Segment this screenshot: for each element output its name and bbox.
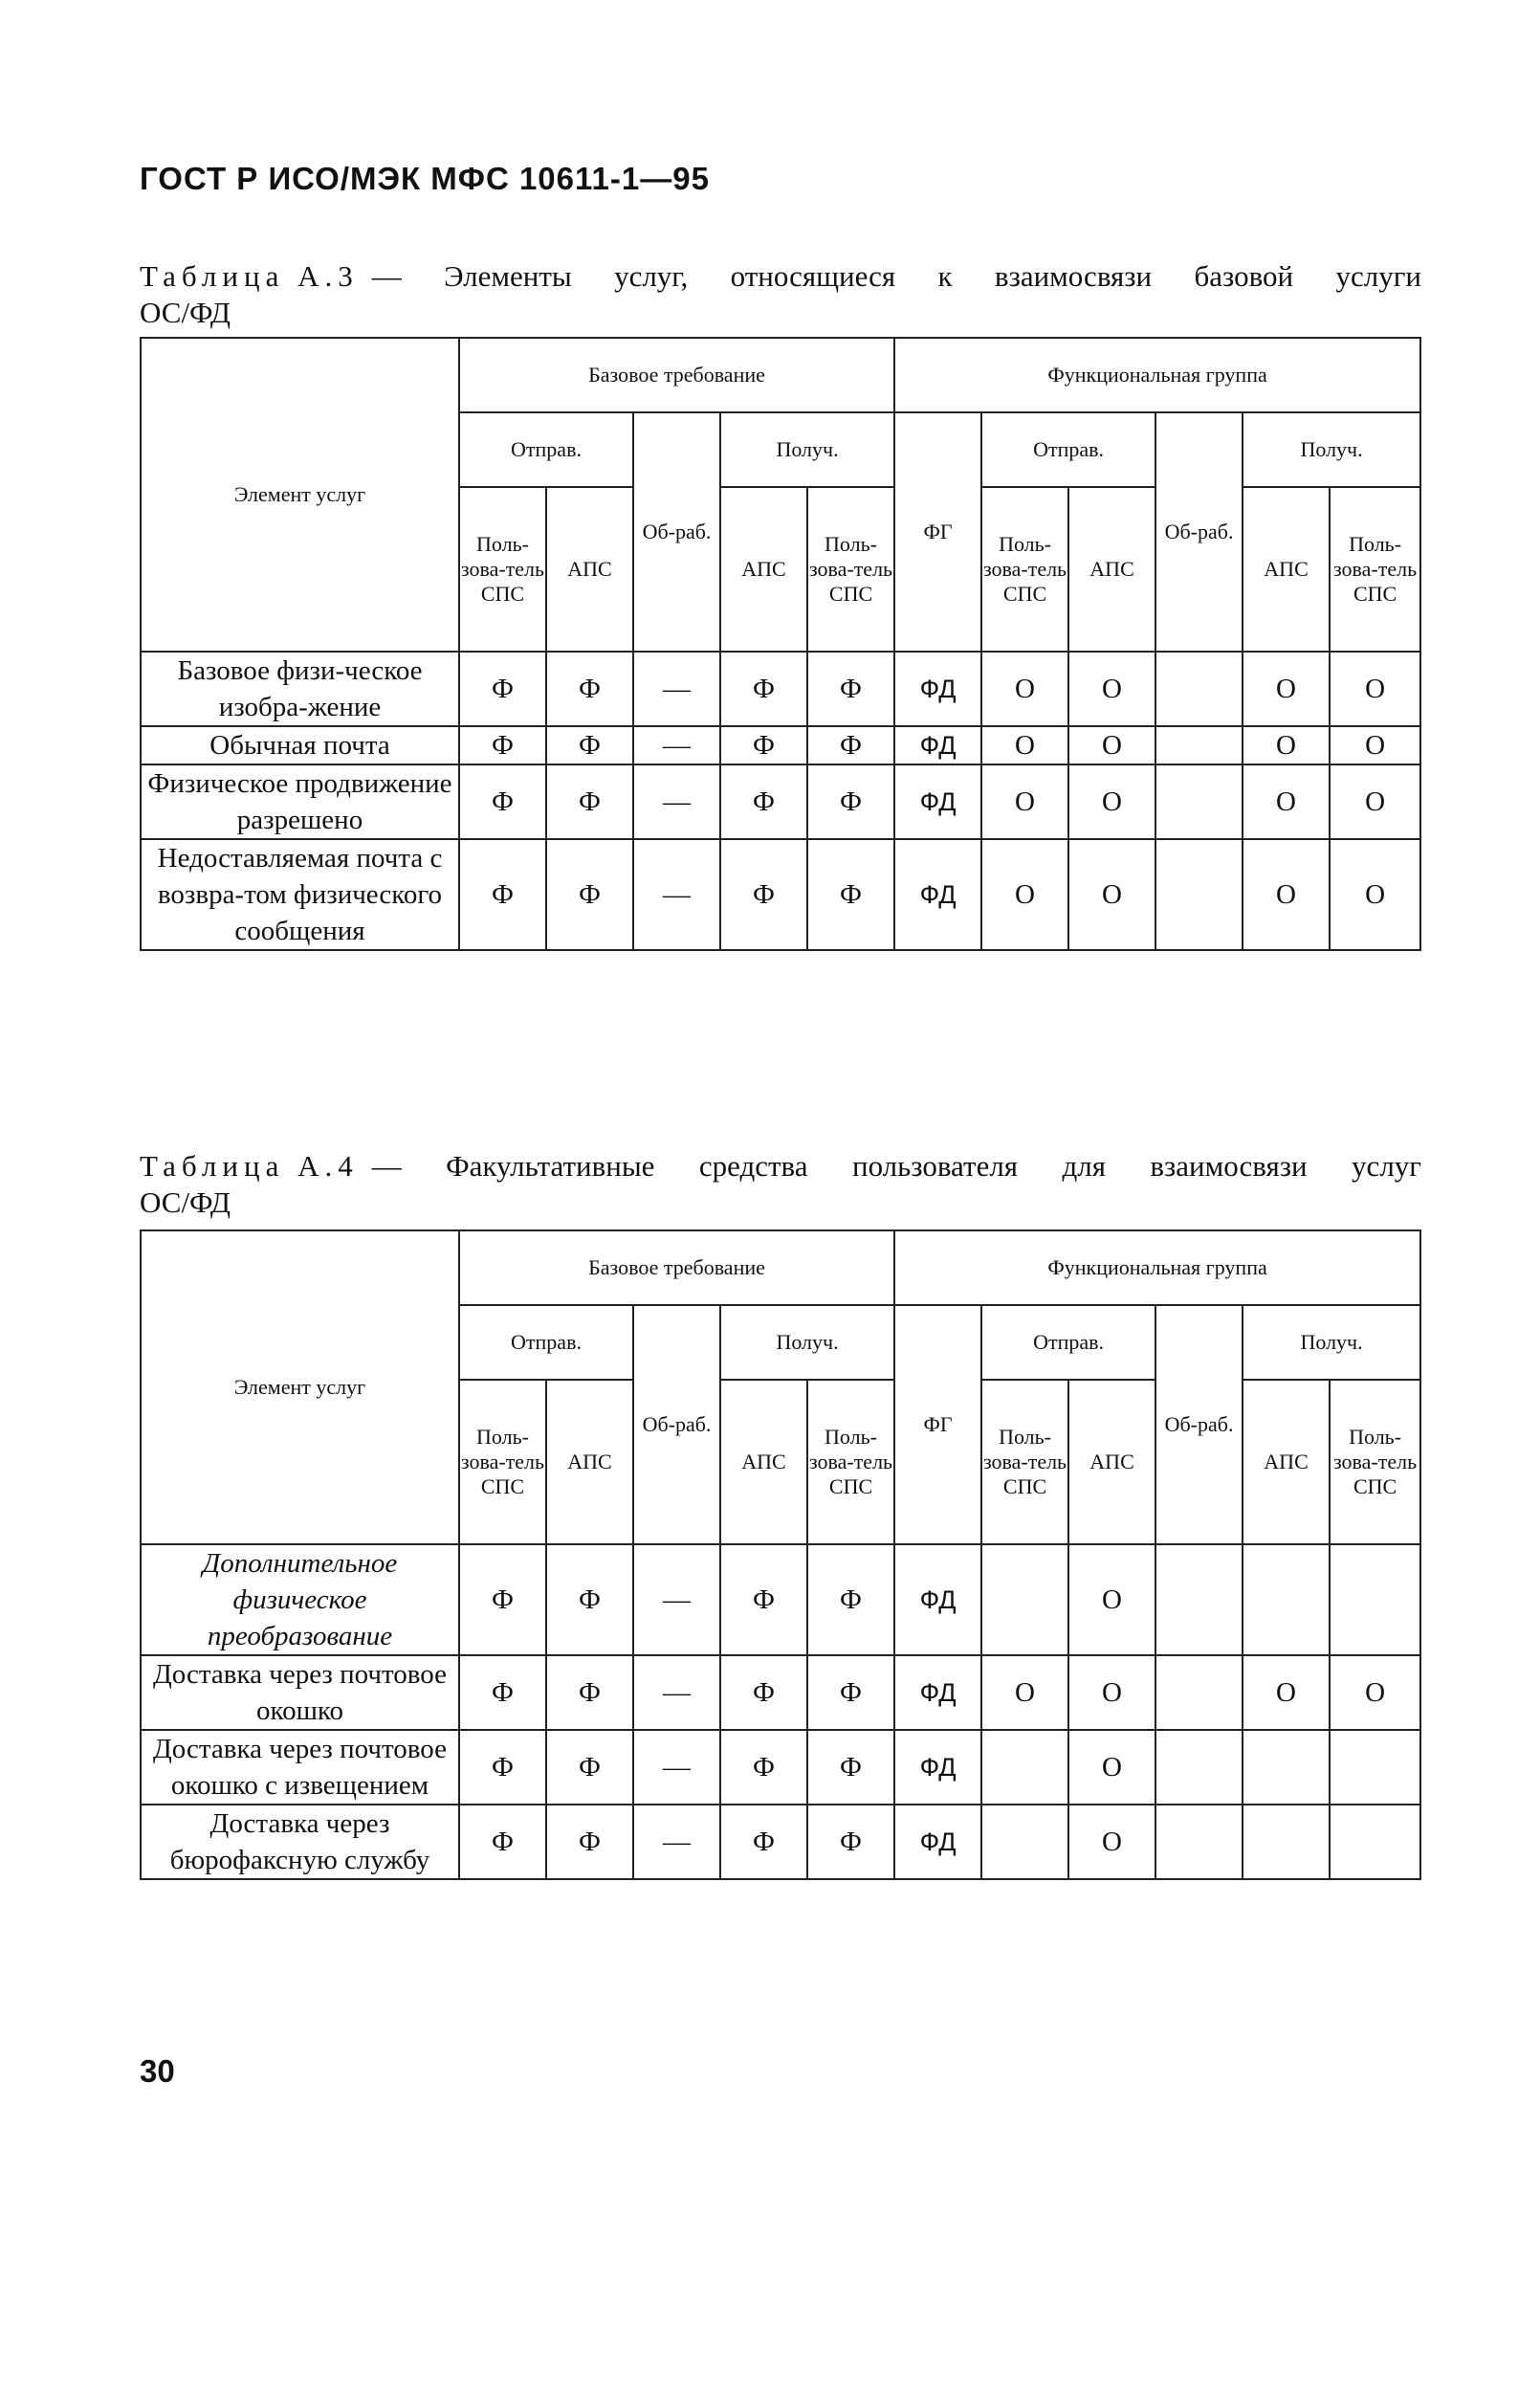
table4-caption: [140, 1148, 1421, 1221]
table-cell: О: [1330, 1655, 1420, 1730]
table-cell: О: [1330, 839, 1420, 950]
column-header-aps: АПС: [720, 487, 807, 652]
table-cell: [1155, 652, 1243, 726]
column-header-user-sps: Поль-зова-тель СПС: [807, 487, 894, 652]
column-group-basic: Базовое требование: [459, 338, 894, 412]
table-cell: О: [1243, 764, 1330, 839]
table4-caption-text: — Факультативные средства пользователя для взаимосвязи услуг: [371, 1149, 1421, 1183]
table-cell: Ф: [459, 726, 546, 764]
table-cell: Ф: [720, 839, 807, 950]
column-group-functional: Функциональная группа: [894, 338, 1420, 412]
table-row: [141, 726, 1420, 764]
table-cell: Ф: [807, 1544, 894, 1655]
table-cell: Ф: [720, 1544, 807, 1655]
table-cell: Ф: [459, 1805, 546, 1879]
column-header-aps: АПС: [1243, 1380, 1330, 1544]
table-cell: [1330, 1730, 1420, 1805]
column-header-aps: АПС: [1068, 1380, 1155, 1544]
table-cell: О: [981, 652, 1068, 726]
table-cell: Ф: [459, 1544, 546, 1655]
table-cell: О: [1330, 726, 1420, 764]
table-cell: Ф: [807, 726, 894, 764]
table-row: [141, 764, 1420, 839]
table-cell: —: [633, 726, 720, 764]
column-header-recv: Получ.: [1243, 1305, 1420, 1380]
column-header-fg: ФГ: [894, 1305, 981, 1544]
table-cell: ФД: [894, 652, 981, 726]
table3-caption-text-2: ОС/ФД: [140, 296, 231, 329]
table3-caption-label: Таблица А.3: [140, 259, 359, 293]
table-cell: ФД: [894, 1730, 981, 1805]
table-cell: О: [1068, 726, 1155, 764]
table-cell: [1155, 726, 1243, 764]
table-cell: Ф: [807, 1805, 894, 1879]
table-row: [141, 1805, 1420, 1879]
table-cell: О: [981, 839, 1068, 950]
table-row: [141, 1730, 1420, 1805]
table-cell: [1155, 1655, 1243, 1730]
table-cell: —: [633, 1655, 720, 1730]
column-header-aps: АПС: [546, 1380, 633, 1544]
column-header-recv: Получ.: [720, 412, 894, 487]
table-cell: Ф: [720, 1730, 807, 1805]
column-header-user-sps: Поль-зова-тель СПС: [981, 1380, 1068, 1544]
table-cell: ФД: [894, 726, 981, 764]
table-cell: [981, 1805, 1068, 1879]
table-cell: О: [1068, 1544, 1155, 1655]
table-cell: Ф: [546, 764, 633, 839]
table-cell: О: [1068, 652, 1155, 726]
table-cell: Ф: [720, 764, 807, 839]
table-cell: —: [633, 839, 720, 950]
column-header-send: Отправ.: [981, 412, 1155, 487]
table-cell: О: [1330, 764, 1420, 839]
column-header-user-sps: Поль-зова-тель СПС: [1330, 487, 1420, 652]
service-element-name: Физическое продвижение разрешено: [141, 764, 459, 839]
table-cell: Ф: [807, 1655, 894, 1730]
table-row: [141, 839, 1420, 950]
table-cell: О: [1243, 652, 1330, 726]
column-group-functional: Функциональная группа: [894, 1230, 1420, 1305]
table-cell: [1155, 1805, 1243, 1879]
table-cell: —: [633, 652, 720, 726]
column-header-fg: ФГ: [894, 412, 981, 652]
table-cell: О: [1068, 764, 1155, 839]
service-element-name: Обычная почта: [141, 726, 459, 764]
table-cell: Ф: [720, 726, 807, 764]
table-cell: [1155, 764, 1243, 839]
service-element-name: Дополнительное физическое преобразование: [141, 1544, 459, 1655]
table-cell: Ф: [546, 1544, 633, 1655]
column-header-recv: Получ.: [720, 1305, 894, 1380]
table-cell: [1330, 1544, 1420, 1655]
table-cell: Ф: [546, 839, 633, 950]
table-cell: Ф: [807, 764, 894, 839]
table-cell: Ф: [459, 652, 546, 726]
table-cell: Ф: [720, 1805, 807, 1879]
column-header-user-sps: Поль-зова-тель СПС: [981, 487, 1068, 652]
table3-caption: [140, 258, 1421, 331]
table-cell: Ф: [807, 652, 894, 726]
table-cell: О: [1068, 1805, 1155, 1879]
table-cell: О: [1243, 726, 1330, 764]
service-element-name: Доставка через почтовое окошко с извещением: [141, 1730, 459, 1805]
table-cell: Ф: [546, 652, 633, 726]
table-cell: Ф: [459, 839, 546, 950]
table-cell: ФД: [894, 764, 981, 839]
table-cell: Ф: [546, 1655, 633, 1730]
table-cell: Ф: [459, 1655, 546, 1730]
column-header-send: Отправ.: [981, 1305, 1155, 1380]
table-cell: Ф: [546, 1730, 633, 1805]
service-element-name: Базовое физи-ческое изобра-жение: [141, 652, 459, 726]
service-element-name: Доставка через бюрофаксную службу: [141, 1805, 459, 1879]
table-cell: Ф: [807, 1730, 894, 1805]
table-row: [141, 1544, 1420, 1655]
table-cell: [1155, 1544, 1243, 1655]
table-cell: [1243, 1544, 1330, 1655]
column-header-user-sps: Поль-зова-тель СПС: [1330, 1380, 1420, 1544]
table-cell: ФД: [894, 1655, 981, 1730]
table-cell: Ф: [546, 1805, 633, 1879]
table-cell: —: [633, 1805, 720, 1879]
table-cell: О: [1068, 1730, 1155, 1805]
document-header: ГОСТ Р ИСО/МЭК МФС 10611-1—95: [140, 161, 710, 196]
service-element-name: Доставка через почтовое окошко: [141, 1655, 459, 1730]
table-cell: Ф: [720, 652, 807, 726]
table-cell: ФД: [894, 1544, 981, 1655]
table-row: [141, 1655, 1420, 1730]
column-header-send: Отправ.: [459, 412, 633, 487]
table-cell: О: [981, 1655, 1068, 1730]
column-header-user-sps: Поль-зова-тель СПС: [459, 487, 546, 652]
column-header-aps: АПС: [1068, 487, 1155, 652]
table-cell: —: [633, 1730, 720, 1805]
table-cell: О: [1243, 1655, 1330, 1730]
table-cell: [981, 1544, 1068, 1655]
column-header-user-sps: Поль-зова-тель СПС: [807, 1380, 894, 1544]
column-header-send: Отправ.: [459, 1305, 633, 1380]
table-cell: [1155, 1730, 1243, 1805]
column-header-aps: АПС: [546, 487, 633, 652]
column-header-element: Элемент услуг: [141, 1230, 459, 1544]
table3-caption-text: — Элементы услуг, относящиеся к взаимосвязи базовой услуги: [371, 259, 1421, 293]
table4-caption-label: Таблица А.4: [140, 1149, 359, 1183]
page-number: 30: [140, 2053, 175, 2089]
table-cell: ФД: [894, 1805, 981, 1879]
table-cell: Ф: [459, 764, 546, 839]
table-cell: Ф: [720, 1655, 807, 1730]
table-cell: [1155, 839, 1243, 950]
table-cell: [1330, 1805, 1420, 1879]
table-cell: [1243, 1805, 1330, 1879]
table3: [140, 337, 1421, 951]
table4: [140, 1229, 1421, 1880]
table-cell: О: [1068, 839, 1155, 950]
table-cell: —: [633, 1544, 720, 1655]
table-cell: —: [633, 764, 720, 839]
table-row: [141, 652, 1420, 726]
column-header-aps: АПС: [1243, 487, 1330, 652]
column-header-element: Элемент услуг: [141, 338, 459, 652]
column-header-user-sps: Поль-зова-тель СПС: [459, 1380, 546, 1544]
column-header-proc: Об-раб.: [1155, 1305, 1243, 1544]
table4-caption-text-2: ОС/ФД: [140, 1185, 231, 1219]
table-cell: Ф: [807, 839, 894, 950]
column-header-recv: Получ.: [1243, 412, 1420, 487]
table-cell: [1243, 1730, 1330, 1805]
column-header-proc: Об-раб.: [633, 412, 720, 652]
table-cell: Ф: [459, 1730, 546, 1805]
table-cell: Ф: [546, 726, 633, 764]
table-cell: [981, 1730, 1068, 1805]
column-header-proc: Об-раб.: [633, 1305, 720, 1544]
table-cell: О: [981, 726, 1068, 764]
column-group-basic: Базовое требование: [459, 1230, 894, 1305]
column-header-proc: Об-раб.: [1155, 412, 1243, 652]
table-cell: О: [1243, 839, 1330, 950]
table-cell: ФД: [894, 839, 981, 950]
table-cell: О: [1330, 652, 1420, 726]
table-cell: О: [981, 764, 1068, 839]
service-element-name: Недоставляемая почта с возвра-том физического сообщения: [141, 839, 459, 950]
column-header-aps: АПС: [720, 1380, 807, 1544]
table-cell: О: [1068, 1655, 1155, 1730]
